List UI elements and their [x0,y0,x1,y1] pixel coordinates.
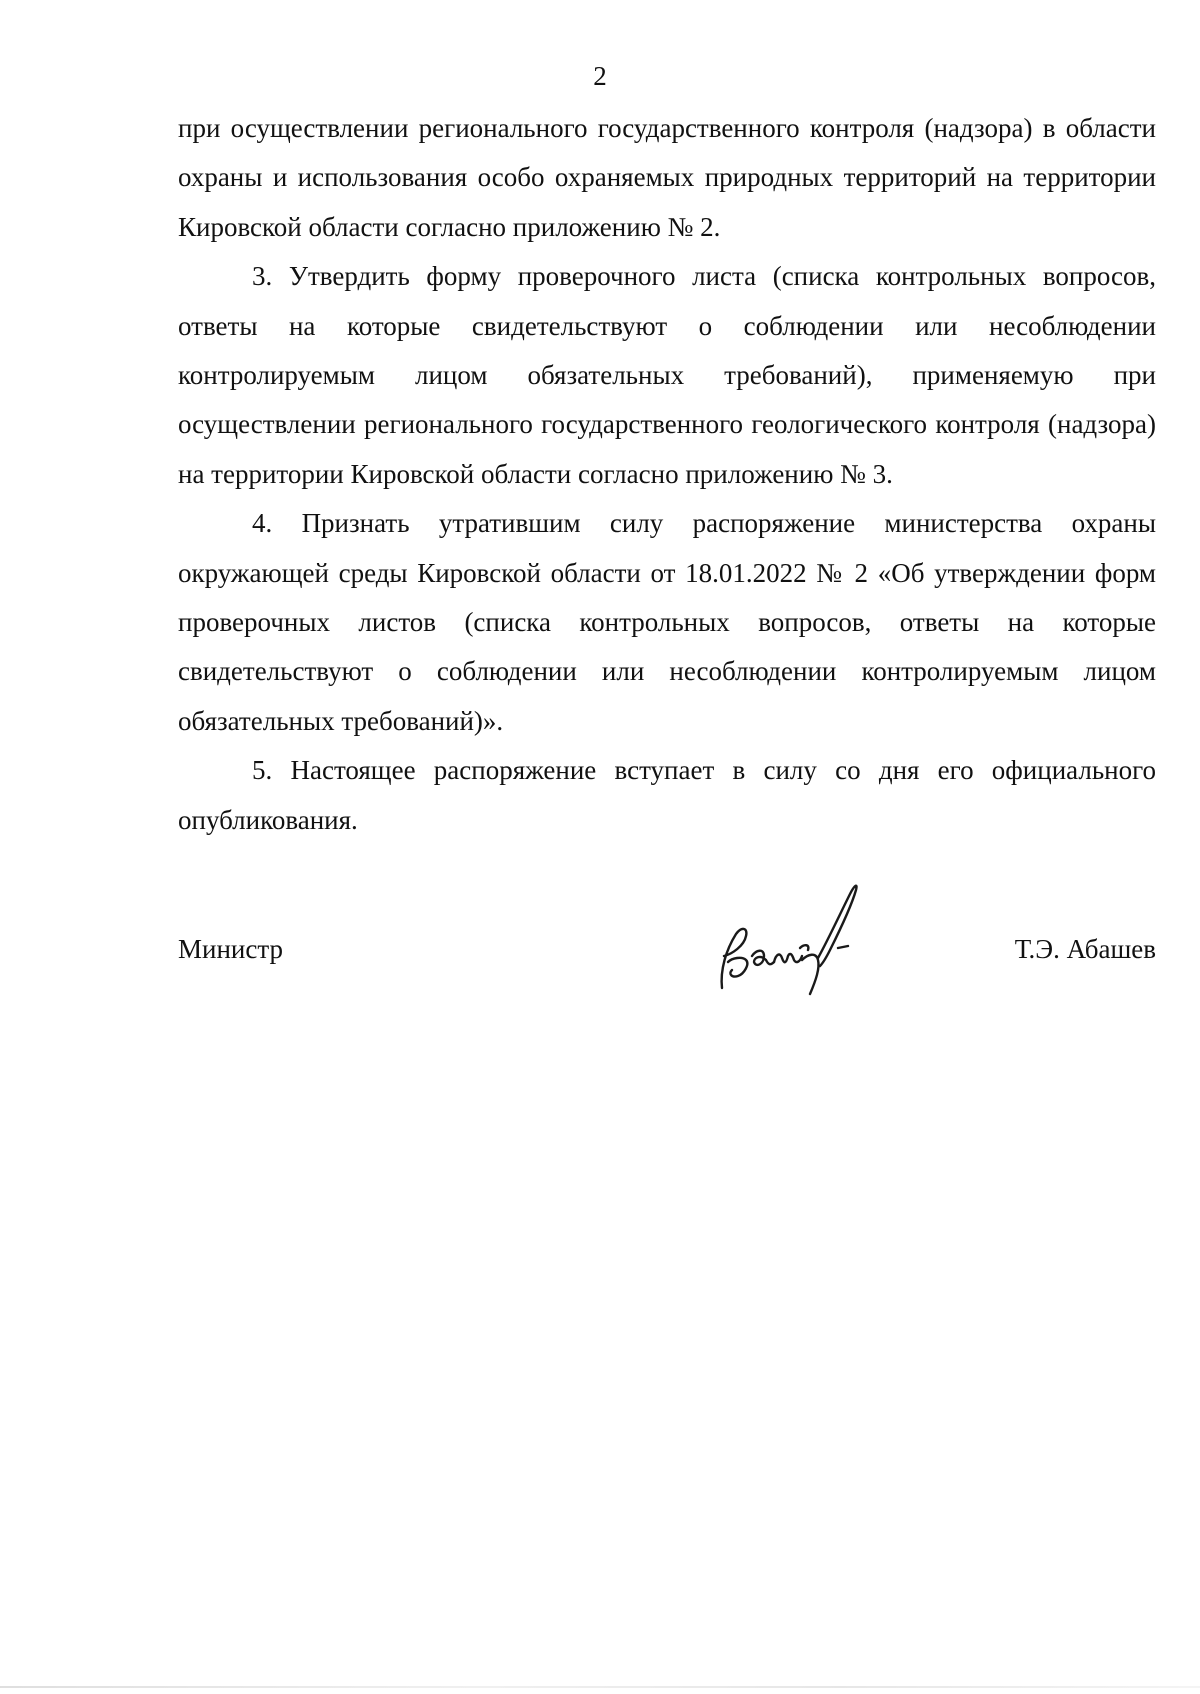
paragraph-continuation: при осуществлении регионального государственного контроля (надзора) в области охраны и использования особо охраняемых природных территорий на территории Кировской области согласно приложению № 2. [178,113,1156,242]
handwritten-signature-icon [698,870,898,1000]
signature-block [178,870,1156,1000]
paragraph-item-4: 4. Признать утратившим силу распоряжение министерства охраны окружающей среды Кировской области от 18.01.2022 № 2 «Об утверждении форм проверочных листов (списка контрольных вопросов, ответы на которые свидетельствуют о соблюдении или несоблюдении контролируемым лицом обязательных требований)». [178,508,1156,736]
scan-edge-divider [0,1686,1200,1688]
document-body [178,104,1156,845]
page-number: 2 [593,61,607,91]
paragraph-item-3: 3. Утвердить форму проверочного листа (списка контрольных вопросов, ответы на которые свидетельствуют о соблюдении или несоблюдении контролируемым лицом обязательных требований), применяемую при осуществлении регионального государственного геологического контроля (надзора) на территории Кировской области согласно приложению № 3. [178,261,1156,489]
paragraph-item-5: 5. Настоящее распоряжение вступает в силу со дня его официального опубликования. [178,755,1156,835]
signatory-title: Министр [178,934,283,964]
signatory-name: Т.Э. Абашев [1014,934,1156,964]
